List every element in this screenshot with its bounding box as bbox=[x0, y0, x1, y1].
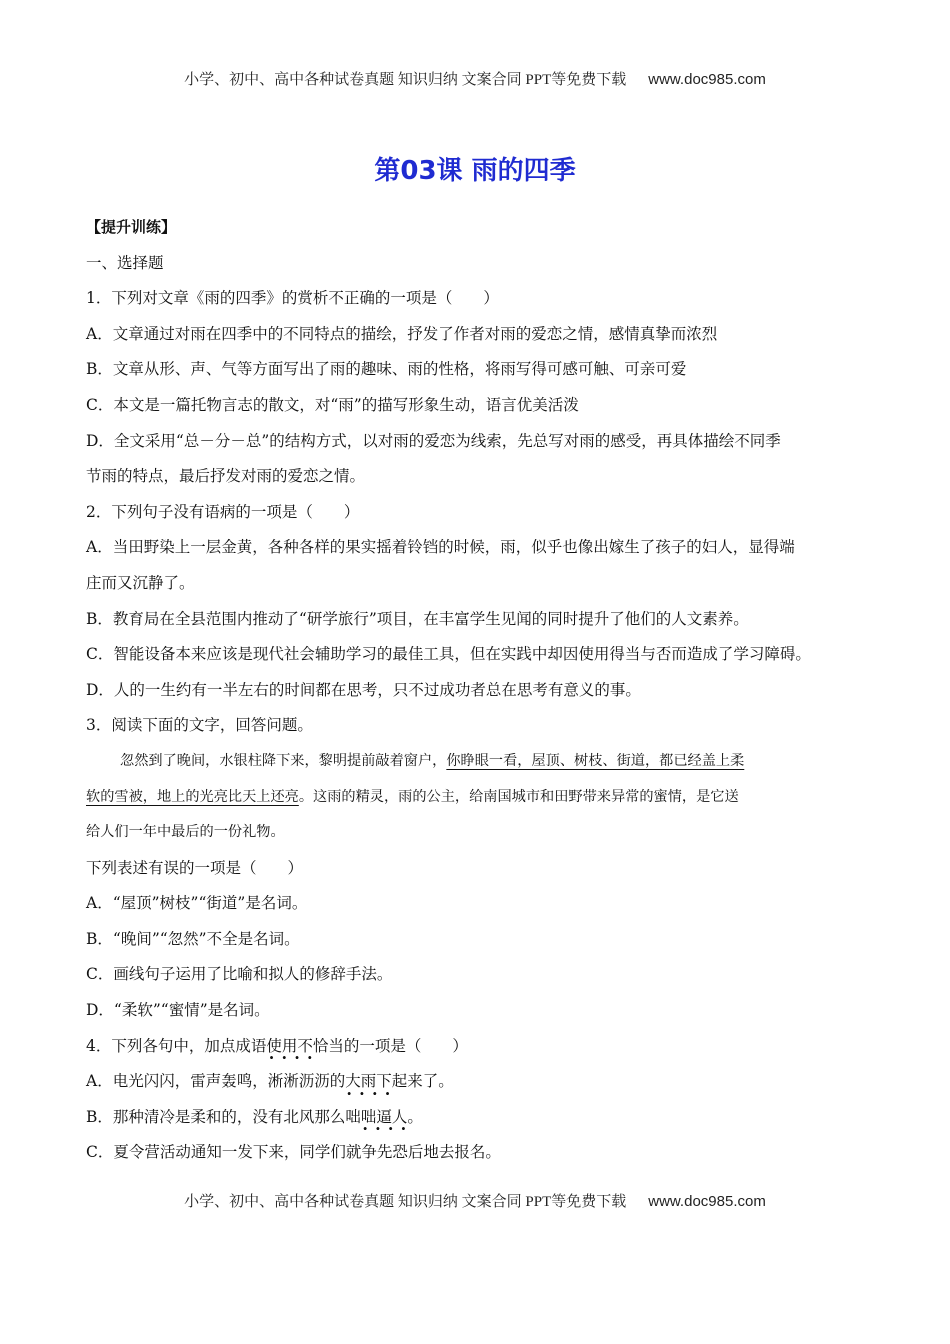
section-tag: 【提升训练】 bbox=[86, 218, 177, 236]
underlined-sentence: 你睁眼一看，屋顶、树枝、街道，都已经盖上柔 bbox=[446, 752, 745, 769]
q2-option-c: C．智能设备本来应该是现代社会辅助学习的最佳工具，但在实践中却因使用得当与否而造成了学习障碍。 bbox=[86, 645, 811, 664]
dotted-idiom: · · · · 咄咄逼人 bbox=[345, 1100, 407, 1136]
page-title: 第03课 雨的四季 bbox=[374, 156, 576, 186]
header-text: 小学、初中、高中各种试卷真题 知识归纳 文案合同 PPT等免费下载 bbox=[184, 72, 627, 88]
q3-passage-line-1 bbox=[86, 744, 866, 780]
q3-ask: 下列表述有误的一项是（ ） bbox=[86, 858, 304, 877]
q3-option-a: A．“屋顶”树枝”“街道”是名词。 bbox=[86, 894, 308, 913]
q1-option-b: B．文章从形、声、气等方面写出了雨的趣味、雨的性格，将雨写得可感可触、可亲可爱 bbox=[86, 360, 687, 379]
q2-stem: 2．下列句子没有语病的一项是（ ） bbox=[86, 502, 360, 521]
dotted-idiom: · · · · 淅淅沥沥 bbox=[268, 1064, 330, 1100]
q3-option-b: B．“晚间”“忽然”不全是名词。 bbox=[86, 929, 300, 948]
document-body bbox=[86, 210, 866, 1171]
q2-option-b: B．教育局在全县范围内推动了“研学旅行”项目，在丰富学生见闻的同时提升了他们的人文素养。 bbox=[86, 609, 749, 628]
q4-option-b bbox=[86, 1100, 866, 1136]
option-text: C．夏令营活动通知一发下来，同学们就 bbox=[86, 1143, 362, 1162]
q2-option-d: D．人的一生约有一半左右的时间都在思考，只不过成功者总在思考有意义的事。 bbox=[86, 680, 641, 699]
q4-option-c bbox=[86, 1135, 866, 1171]
section-heading: 一、选择题 bbox=[86, 253, 164, 272]
q4-stem: 4．下列各句中，加点成语使用不恰当的一项是（ ） bbox=[86, 1036, 468, 1055]
option-text: B．那种清冷是柔和的，没有北风那么 bbox=[86, 1107, 346, 1126]
passage-text: 忽然到了晚间，水银柱降下来，黎明提前敲着窗户， bbox=[120, 752, 447, 769]
dotted-idiom: · · · · 争先恐后 bbox=[361, 1135, 423, 1171]
q3-passage-line-2 bbox=[86, 780, 866, 816]
q1-option-c: C．本文是一篇托物言志的散文，对“雨”的描写形象生动，语言优美活泼 bbox=[86, 395, 579, 414]
q4-option-a bbox=[86, 1064, 866, 1100]
page-footer bbox=[0, 1190, 950, 1211]
option-text: 地去报名。 bbox=[423, 1143, 501, 1162]
passage-text: 。这雨的精灵，雨的公主，给南国城市和田野带来异常的蜜情，是它送 bbox=[298, 788, 739, 805]
q1-option-d: D．全文采用“总－分－总”的结构方式，以对雨的爱恋为线索，先总写对雨的感受，再具体描绘不同季 bbox=[86, 431, 781, 450]
q3-stem: 3．阅读下面的文字，回答问题。 bbox=[86, 716, 313, 735]
footer-url[interactable]: www.doc985.com bbox=[648, 1193, 766, 1210]
q1-stem: 1．下列对文章《雨的四季》的赏析不正确的一项是（ ） bbox=[86, 289, 499, 308]
footer-text: 小学、初中、高中各种试卷真题 知识归纳 文案合同 PPT等免费下载 bbox=[184, 1194, 627, 1210]
q2-option-a: A．当田野染上一层金黄，各种各样的果实摇着铃铛的时候，雨，似乎也像出嫁生了孩子的妇人，显得端 bbox=[86, 538, 795, 557]
q2-option-a-cont: 庄而又沉静了。 bbox=[86, 573, 195, 592]
q3-passage-line-3: 给人们一年中最后的一份礼物。 bbox=[86, 824, 285, 841]
q3-option-c: C．画线句子运用了比喻和拟人的修辞手法。 bbox=[86, 965, 393, 984]
page-header bbox=[0, 68, 950, 89]
q1-option-a: A．文章通过对雨在四季中的不同特点的描绘，抒发了作者对雨的爱恋之情，感情真挚而浓烈 bbox=[86, 324, 718, 343]
header-url[interactable]: www.doc985.com bbox=[648, 71, 766, 88]
option-text: A．电光闪闪，雷声轰鸣， bbox=[86, 1072, 268, 1091]
underlined-sentence-cont: 软的雪被，地上的光亮比天上还亮 bbox=[86, 788, 299, 805]
q3-option-d: D．“柔软”“蜜情”是名词。 bbox=[86, 1001, 270, 1020]
q1-option-d-cont: 节雨的特点，最后抒发对雨的爱恋之情。 bbox=[86, 467, 366, 486]
option-text: 。 bbox=[407, 1107, 423, 1126]
option-text: 的大雨下起来了。 bbox=[329, 1072, 454, 1091]
